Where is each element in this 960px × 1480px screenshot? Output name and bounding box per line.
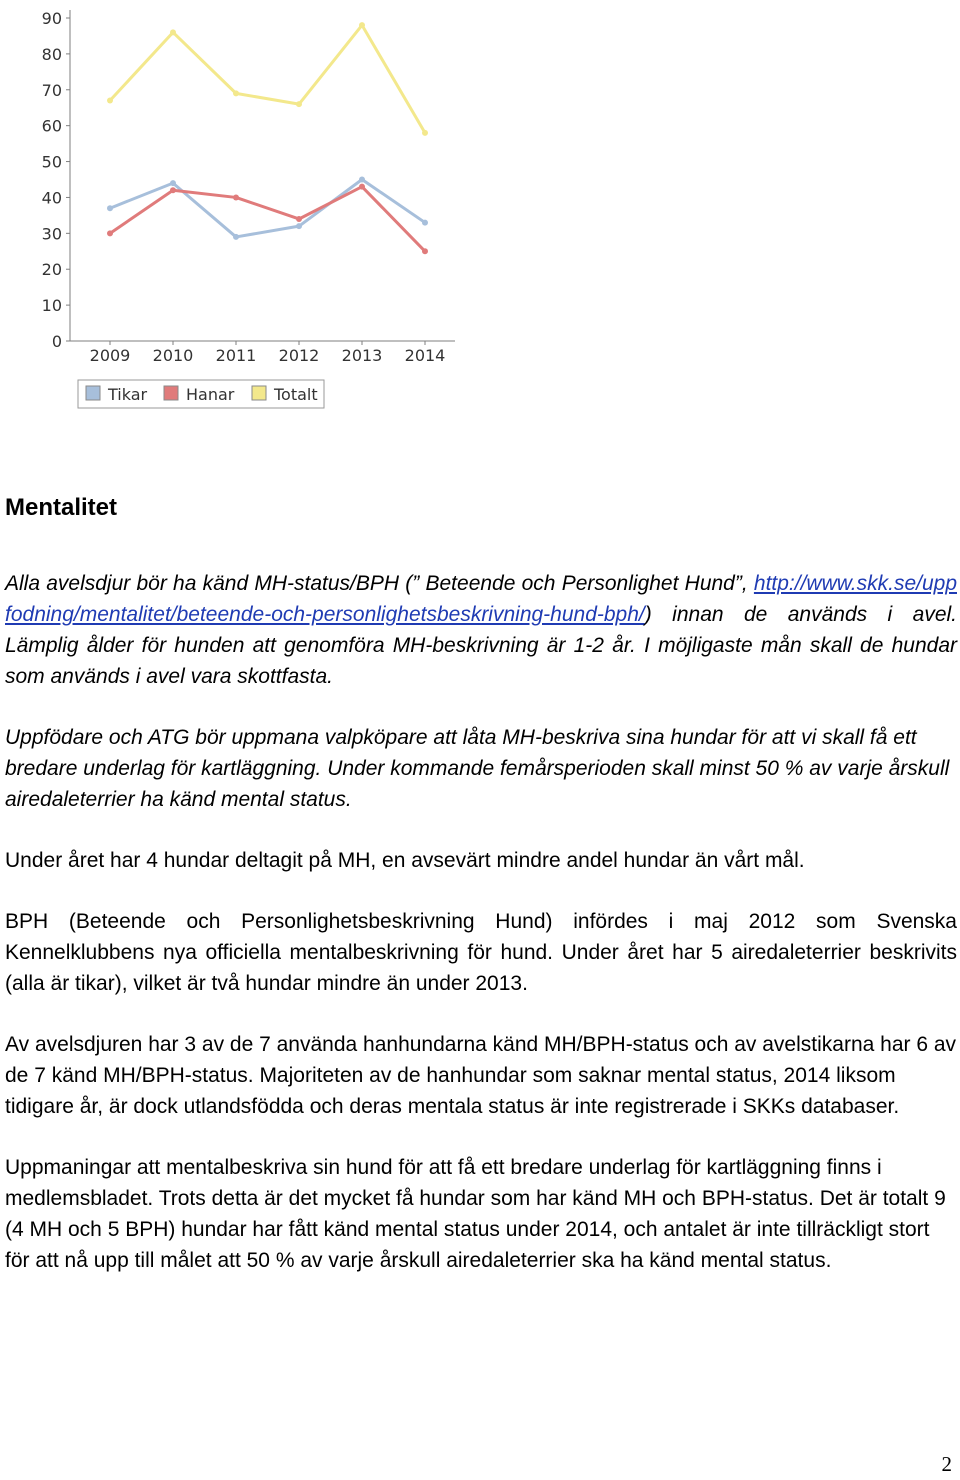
- paragraph-breeder-goal: Uppfödare och ATG bör uppmana valpköpare att låta MH-beskriva sina hundar för att vi skall få ett bredare underlag för kartläggning. Under kommande femårsperioden skall minst 50 % av varje årskull airedaleterrier ha känd mental status.: [5, 726, 950, 811]
- paragraph-text: ) innan de används i avel. Lämplig ålder för hunden att genomföra MH-beskrivning är 1-2 år. I möjligaste mån skall de hundar som används i avel vara skottfasta.: [5, 603, 957, 688]
- legend-swatch-totalt: [252, 386, 266, 400]
- y-tick-label: 10: [41, 296, 62, 316]
- y-tick-label: 20: [41, 260, 62, 280]
- data-point-tikar: [233, 234, 239, 240]
- line-chart: [40, 0, 480, 420]
- data-point-tikar: [296, 223, 302, 229]
- data-point-totalt: [359, 22, 365, 28]
- paragraph-breeding-dogs-status: Av avelsdjuren har 3 av de 7 använda hanhundarna känd MH/BPH-status och av avelstikarna har 6 av de 7 känd MH/BPH-status. Majoriteten av de hanhundar som saknar mental status, 2014 liksom tidigare år, är dock utlandsfödda och deras mentala status är inte registrerade i SKKs databaser.: [5, 1033, 957, 1118]
- y-tick-label: 80: [41, 44, 62, 64]
- legend-swatch-hanar: [164, 386, 178, 400]
- y-tick-label: 90: [41, 9, 62, 28]
- skk-link[interactable]: http://www.skk.se/uppfodning/mentalitet/beteende-och-personlighetsbeskrivning-hund-bph/: [5, 572, 957, 626]
- data-point-hanar: [422, 248, 428, 254]
- x-tick-label: 2012: [278, 346, 320, 365]
- data-point-totalt: [107, 98, 113, 104]
- data-point-totalt: [170, 29, 176, 35]
- data-point-hanar: [107, 230, 113, 236]
- x-tick-label: 2014: [404, 346, 446, 365]
- data-point-tikar: [359, 177, 365, 183]
- data-point-totalt: [422, 130, 428, 136]
- data-point-hanar: [296, 216, 302, 222]
- legend-label-totalt: Totalt: [274, 385, 318, 404]
- paragraph-encouragement: Uppmaningar att mentalbeskriva sin hund för att få ett bredare underlag för kartläggning finns i medlemsbladet. Trots detta är det mycket få hundar som har känd MH och BPH-status. Det är totalt 9 (4 MH och 5 BPH) hundar har fått känd mental status under 2014, och antalet är inte tillräckligt stort för att nå upp till målet att 50 % av varje årskull airedaleterrier ska ha känd mental status.: [5, 1156, 946, 1272]
- legend-label-hanar: Hanar: [186, 385, 235, 404]
- y-tick-label: 70: [41, 80, 62, 100]
- y-tick-label: 40: [41, 188, 62, 208]
- data-point-totalt: [233, 90, 239, 96]
- series-line-hanar: [110, 187, 425, 252]
- paragraph-mh-count: Under året har 4 hundar deltagit på MH, en avsevärt mindre andel hundar än vårt mål.: [5, 849, 805, 872]
- y-tick-label: 30: [41, 224, 62, 244]
- x-tick-label: 2011: [215, 346, 257, 365]
- data-point-tikar: [422, 220, 428, 226]
- paragraph-breeding-requirements: [5, 568, 957, 692]
- y-tick-label: 50: [41, 152, 62, 172]
- x-tick-label: 2010: [152, 346, 194, 365]
- x-tick-label: 2009: [89, 346, 131, 365]
- paragraph-text: Alla avelsdjur bör ha känd MH-status/BPH (” Beteende och Personlighet Hund”,: [5, 572, 754, 595]
- document-body: [5, 478, 957, 1306]
- series-line-totalt: [110, 25, 425, 133]
- data-point-hanar: [170, 187, 176, 193]
- x-tick-label: 2013: [341, 346, 383, 365]
- y-tick-label: 0: [51, 332, 62, 351]
- data-point-hanar: [359, 184, 365, 190]
- data-point-tikar: [170, 180, 176, 186]
- data-point-totalt: [296, 101, 302, 107]
- section-heading: Mentalitet: [5, 494, 118, 521]
- data-point-hanar: [233, 194, 239, 200]
- page-number: 2: [941, 1452, 952, 1476]
- legend-label-tikar: Tikar: [108, 385, 148, 404]
- y-tick-label: 60: [41, 116, 62, 136]
- legend-swatch-tikar: [86, 386, 100, 400]
- paragraph-bph: BPH (Beteende och Personlighetsbeskrivning Hund) infördes i maj 2012 som Svenska Kennelklubbens nya officiella mentalbeskrivning för hund. Under året har 5 airedaleterrier beskrivits (alla är tikar), vilket är två hundar mindre än under 2013.: [5, 910, 957, 995]
- data-point-tikar: [107, 205, 113, 211]
